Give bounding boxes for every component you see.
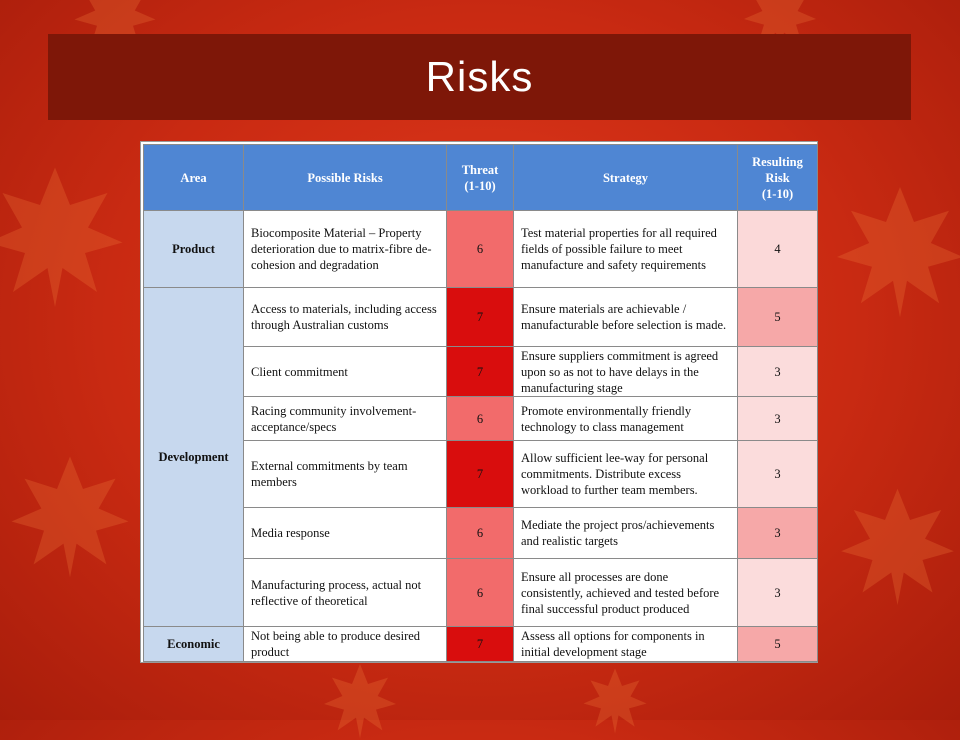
threat-cell: 6 bbox=[447, 211, 514, 287]
result-cell: 3 bbox=[738, 559, 818, 626]
header-possible-risks: Possible Risks bbox=[244, 145, 447, 211]
result-cell: 3 bbox=[738, 440, 818, 507]
autumn-leaf-icon bbox=[5, 440, 135, 590]
header-resulting-risk: Resulting Risk (1-10) bbox=[738, 145, 818, 211]
result-cell: 3 bbox=[738, 508, 818, 559]
risk-cell: Not being able to produce desired product bbox=[244, 626, 447, 661]
threat-cell: 6 bbox=[447, 508, 514, 559]
strategy-cell: Allow sufficient lee-way for personal commitments. Distribute excess workload to further team members. bbox=[514, 440, 738, 507]
table-row bbox=[144, 559, 818, 626]
risk-cell: Media response bbox=[244, 508, 447, 559]
risk-cell: Access to materials, including access through Australian customs bbox=[244, 287, 447, 346]
autumn-leaf-icon bbox=[835, 470, 960, 620]
header-area: Area bbox=[144, 145, 244, 211]
strategy-cell: Promote environmentally friendly technology to class management bbox=[514, 397, 738, 440]
risk-table bbox=[143, 144, 818, 662]
threat-cell: 7 bbox=[447, 440, 514, 507]
table-row bbox=[144, 508, 818, 559]
threat-cell: 7 bbox=[447, 287, 514, 346]
risk-cell: Client commitment bbox=[244, 347, 447, 397]
table-row bbox=[144, 287, 818, 346]
header-strategy: Strategy bbox=[514, 145, 738, 211]
risk-table-frame bbox=[140, 141, 818, 663]
result-cell: 4 bbox=[738, 211, 818, 287]
strategy-cell: Ensure materials are achievable / manufacturable before selection is made. bbox=[514, 287, 738, 346]
result-cell: 3 bbox=[738, 397, 818, 440]
strategy-cell: Ensure suppliers commitment is agreed upon so as not to have delays in the manufacturing stage bbox=[514, 347, 738, 397]
area-cell-product: Product bbox=[144, 211, 244, 287]
result-cell: 5 bbox=[738, 626, 818, 661]
strategy-cell: Test material properties for all required fields of possible failure to meet manufacture and safety requirements bbox=[514, 211, 738, 287]
autumn-leaf-icon bbox=[300, 660, 420, 740]
risk-cell: Biocomposite Material – Property deterioration due to matrix-fibre de-cohesion and degradation bbox=[244, 211, 447, 287]
risk-cell: Manufacturing process, actual not reflective of theoretical bbox=[244, 559, 447, 626]
title-bar bbox=[48, 34, 911, 120]
autumn-leaf-icon bbox=[0, 150, 130, 320]
strategy-cell: Mediate the project pros/achievements and realistic targets bbox=[514, 508, 738, 559]
table-row bbox=[144, 347, 818, 397]
threat-cell: 6 bbox=[447, 559, 514, 626]
strategy-cell: Ensure all processes are done consistently, achieved and tested before final successful product produced bbox=[514, 559, 738, 626]
result-cell: 5 bbox=[738, 287, 818, 346]
header-threat: Threat (1-10) bbox=[447, 145, 514, 211]
risk-cell: External commitments by team members bbox=[244, 440, 447, 507]
slide-title: Risks bbox=[425, 53, 534, 100]
threat-cell: 7 bbox=[447, 626, 514, 661]
table-header-row bbox=[144, 145, 818, 211]
table-row bbox=[144, 626, 818, 661]
threat-cell: 7 bbox=[447, 347, 514, 397]
strategy-cell: Assess all options for components in initial development stage bbox=[514, 626, 738, 661]
area-cell-development: Development bbox=[144, 287, 244, 626]
table-row bbox=[144, 211, 818, 287]
area-cell-economic: Economic bbox=[144, 626, 244, 661]
threat-cell: 6 bbox=[447, 397, 514, 440]
table-row bbox=[144, 397, 818, 440]
result-cell: 3 bbox=[738, 347, 818, 397]
autumn-leaf-icon bbox=[560, 665, 670, 735]
risk-cell: Racing community involvement-acceptance/specs bbox=[244, 397, 447, 440]
table-row bbox=[144, 440, 818, 507]
autumn-leaf-icon bbox=[830, 170, 960, 330]
